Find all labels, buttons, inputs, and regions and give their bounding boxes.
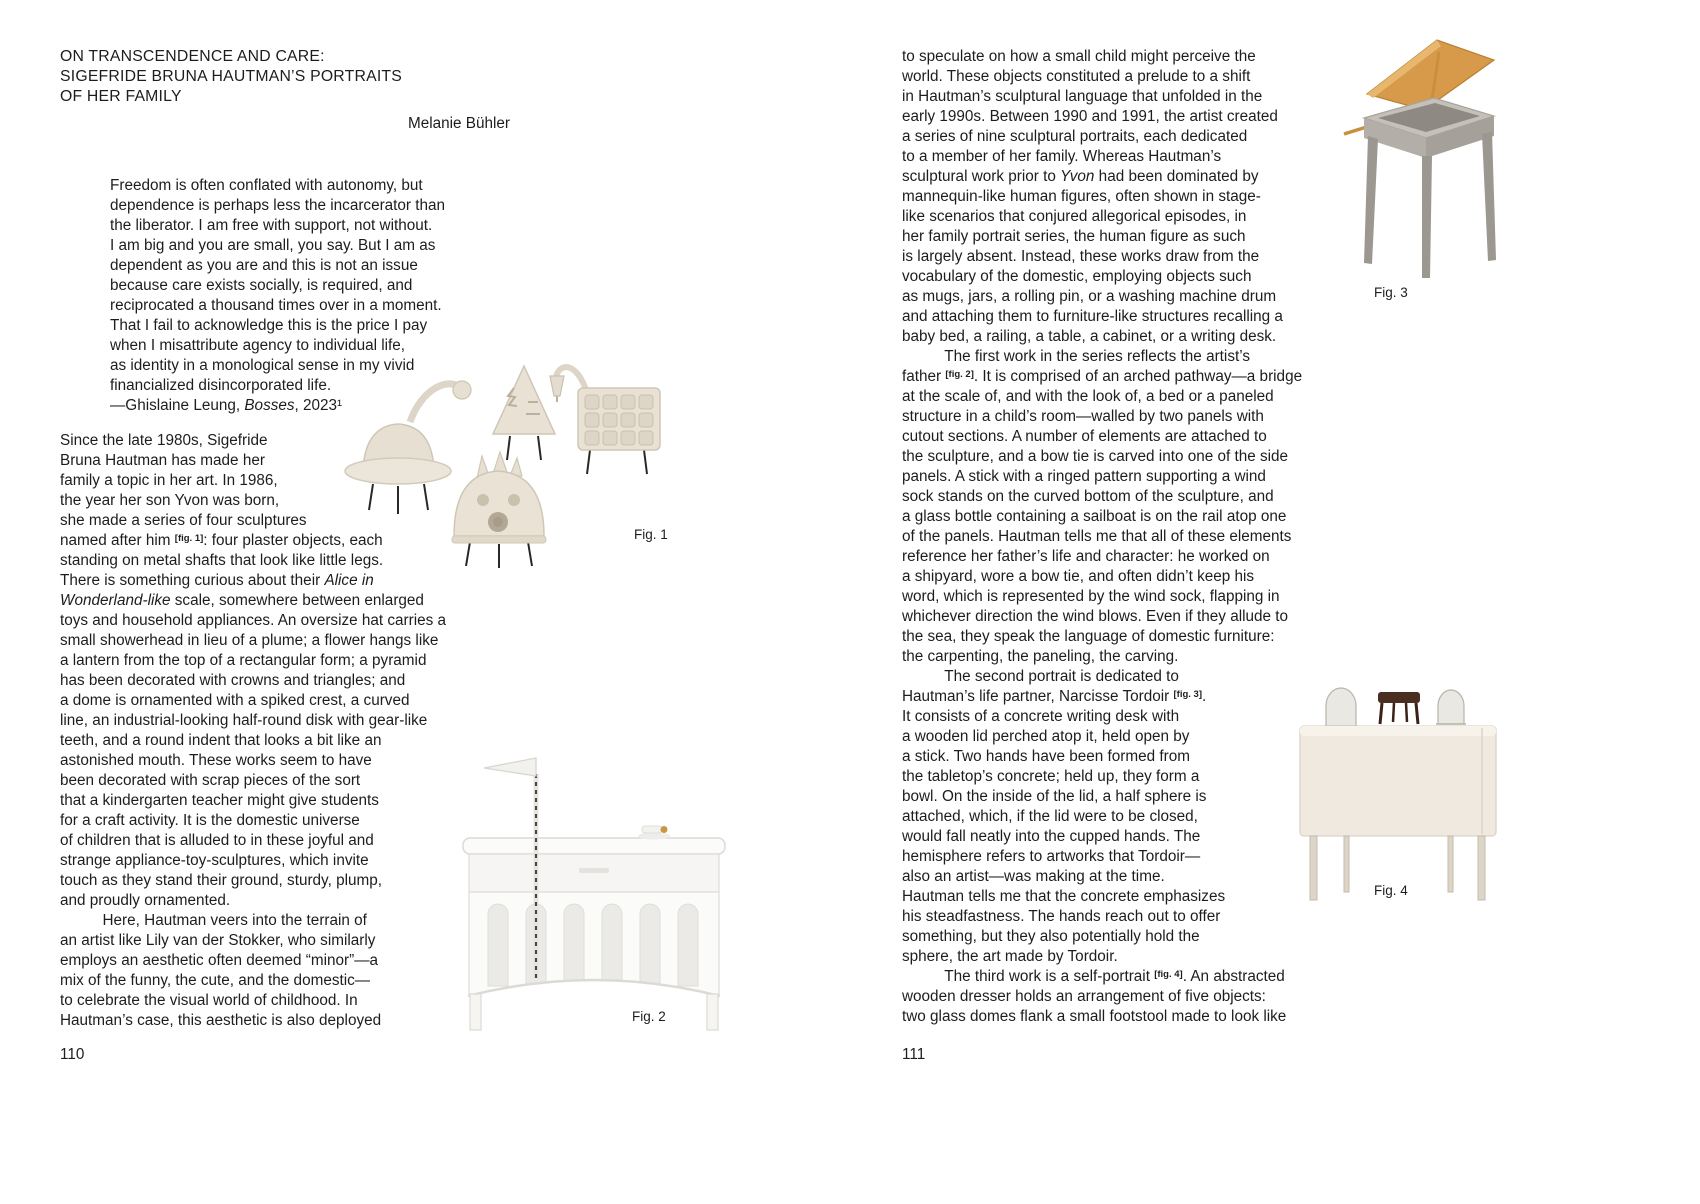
crib-body (463, 838, 725, 1038)
flower-box-sculpture (550, 367, 660, 474)
small-bottle (638, 826, 670, 840)
page-number-right: 111 (902, 1046, 926, 1063)
crib-illustration (448, 746, 743, 1038)
pyramid-sculpture (493, 366, 555, 460)
footstool (1378, 692, 1420, 724)
figure-2-image (448, 746, 743, 1038)
figure-4-image (1282, 666, 1516, 908)
sculptures-illustration (338, 358, 733, 573)
glass-dome-right (1436, 690, 1466, 724)
dresser-illustration (1282, 666, 1516, 908)
page-title: ON TRANSCENDENCE AND CARE: SIGEFRIDE BRUNA HAUTMAN’S PORTRAITS OF HER FAMILY (60, 48, 402, 105)
dome-sculpture (452, 452, 546, 568)
figure-3-image (1342, 36, 1514, 288)
page-number-left: 110 (60, 1046, 85, 1063)
figure-4-label: Fig. 4 (1374, 883, 1408, 898)
hat-sculpture (345, 381, 471, 514)
author-name: Melanie Bühler (407, 115, 510, 132)
epigraph-quote: Freedom is often conflated with autonomy, but dependence is perhaps less the incarcerator than the liberator. I am free with support, not without. I am big and you are small, you say. But I am as dependent as you are and this is not an issue because care exists socially, is required, and reciprocated a thousand times over in a moment. That I fail to acknowledge this is the price I pay when I misattribute agency to individual life, as identity in a monological sense in my vivid financialized disincorporated life. —Ghislaine Leung, Bosses, 2023¹ (110, 177, 446, 414)
glass-dome-left (1324, 688, 1358, 726)
figure-3-label: Fig. 3 (1374, 285, 1408, 300)
writing-desk-illustration (1342, 36, 1514, 288)
body-text-right: to speculate on how a small child might perceive the world. These objects constituted a prelude to a shift in Hautman’s sculptural language that unfolded in the early 1990s. Between 1990 and 1991, the artist created a series of nine sculptural portraits, each dedicated to a member of her family. Whereas Hautman’s sculptural work prior to Yvon had been dominated by mannequin-like human figures, often shown in stage- like scenarios that conjured allegorical episodes, in her family portrait series, the human figure as such is largely absent. Instead, these works draw from the vocabulary of the domestic, employing objects such as mugs, jars, a rolling pin, or a washing machine drum and attaching them to furniture-like structures recalling a baby bed, a railing, a table, a cabinet, or a writing desk. The first work in the series reflects the artist’s father [fig. 2]. It is comprised of an arched pathway—a bridge at the scale of, and with the look of, a bed or a paneled structure in a child’s room—walled by two panels with cutout sections. A number of elements are attached to the sculpture, and a bow tie is carved into one of the side panels. A stick with a ringed pattern supporting a wind sock stands on the curved bottom of the sculpture, and a glass bottle containing a sailboat is on the rail atop one of the panels. Hautman tells me that all of these elements reference her father’s life and character: he worked on a shipyard, wore a bow tie, and often didn’t keep his word, which is represented by the wind sock, flapping in whichever direction the wind blows. Even if they allude to the sea, they speak the language of domestic furniture: the carpenting, the paneling, the carving. The second portrait is dedicated to Hautman’s life partner, Narcisse Tordoir [fig. 3]. It consists of a concrete writing desk with a wooden lid perched atop it, held open by a stick. Two hands have been formed from the tabletop’s concrete; held up, they form a bowl. On the inside of the lid, a half sphere is attached, which, if the lid were to be closed, would fall neatly into the cupped hands. The hemisphere refers to artworks that Tordoir— also an artist—was making at the time. Hautman tells me that the concrete emphasizes his steadfastness. The hands reach out to offer something, but they also potentially hold the sphere, the art made by Tordoir. The third work is a self-portrait [fig. 4]. An abstracted wooden dresser holds an arrangement of five objects: two glass domes flank a small footstool made to look like (902, 48, 1303, 1025)
body-text-left: Since the late 1980s, Sigefride Bruna Hautman has made her family a topic in her art. In 1986, the year her son Yvon was born, she made a series of four sculptures named after him [fig. 1]: four plaster objects, each standing on metal shafts that look like little legs. There is something curious about their Alice in Wonderland-like scale, somewhere between enlarged toys and household appliances. An oversize hat carries a small showerhead in lieu of a plume; a flower hangs like a lantern from the top of a rectangular form; a pyramid has been decorated with crowns and triangles; and a dome is ornamented with a spiked crest, a curved line, an industrial-looking half-round disk with gear-like teeth, and a round indent that looks a bit like an astonished mouth. These works seem to have been decorated with scrap pieces of the sort that a kindergarten teacher might give students for a craft activity. It is the domestic universe of children that is alluded to in these joyful and strange appliance-toy-sculptures, which invite touch as they stand their ground, sturdy, plump, and proudly ornamented. Here, Hautman veers into the terrain of an artist like Lily van der Stokker, who similarly employs an aesthetic often deemed “minor”—a mix of the funny, the cute, and the domestic— to celebrate the visual world of childhood. In Hautman’s case, this aesthetic is also deployed (60, 432, 447, 1029)
figure-1-image (338, 358, 733, 573)
concrete-desk-top (1364, 98, 1494, 158)
dresser-body (1300, 726, 1496, 836)
figure-2-label: Fig. 2 (632, 1009, 666, 1024)
figure-1-label: Fig. 1 (634, 527, 668, 542)
